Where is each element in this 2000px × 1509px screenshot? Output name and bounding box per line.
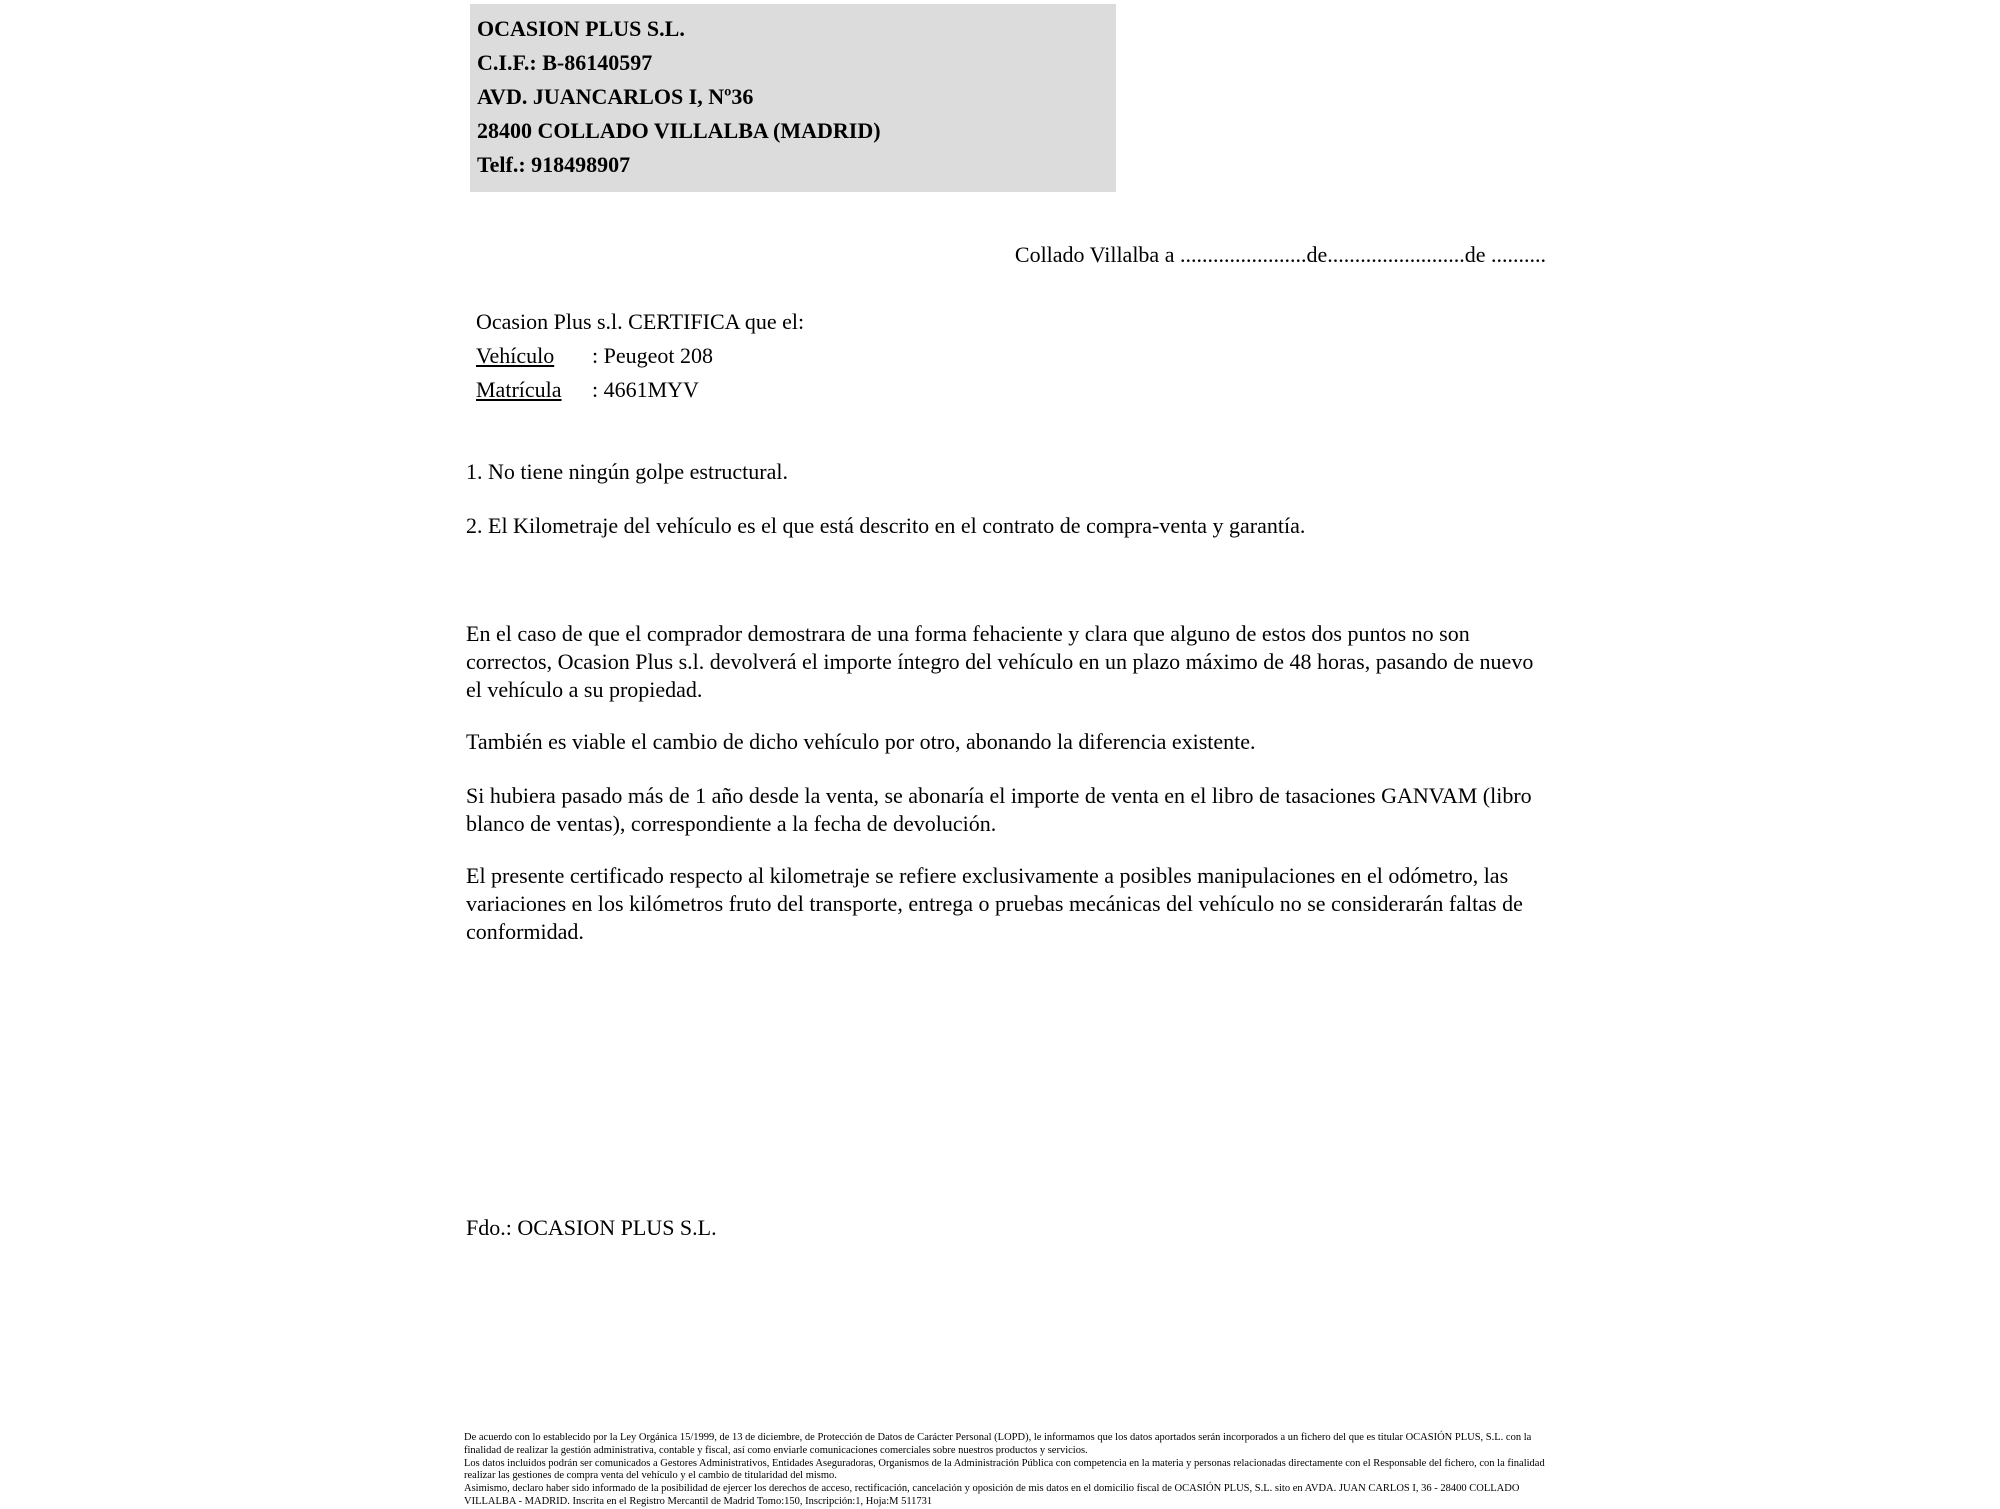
company-city: 28400 COLLADO VILLALBA (MADRID)	[477, 118, 881, 143]
plate-label: Matrícula	[476, 377, 562, 402]
point-1: 1. No tiene ningún golpe estructural.	[466, 459, 788, 484]
paragraph-ganvam: Si hubiera pasado más de 1 año desde la venta, se abonaría el importe de venta en el libro de tasaciones GANVAM (libro blanco de ventas), correspondiente a la fecha de devolución.	[466, 783, 1532, 836]
legal-paragraph-rights: Asimismo, declaro haber sido informado de la posibilidad de ejercer los derechos de acceso, rectificación, cancelación y oposición de mis datos en el domicilio fiscal de OCASIÓN PLUS, S.L. sito en AVDA. JUAN CARLOS I, 36 - 28400 COLLADO VILLALBA - MADRID. Inscrita en el Registro Mercantil de Madrid Tomo:150, Inscripción:1, Hoja:M 511731	[464, 1483, 1520, 1507]
plate-value: : 4661MYV	[592, 377, 699, 402]
vehicle-row	[476, 339, 804, 373]
paragraph-exchange: También es viable el cambio de dicho vehículo por otro, abonando la diferencia existente.	[466, 729, 1256, 754]
vehicle-label-wrap	[476, 339, 592, 373]
company-phone: Telf.: 918498907	[477, 152, 631, 177]
certification-block	[476, 305, 804, 407]
date-line: Collado Villalba a .......................de.........................de ..........	[1014, 242, 1546, 267]
point-2: 2. El Kilometraje del vehículo es el que está descrito en el contrato de compra-venta y garantía.	[466, 513, 1306, 538]
certifica-line: Ocasion Plus s.l. CERTIFICA que el:	[476, 309, 805, 334]
signature-line: Fdo.: OCASION PLUS S.L.	[466, 1215, 717, 1240]
paragraph-refund: En el caso de que el comprador demostrara de una forma fehaciente y clara que alguno de estos dos puntos no son correctos, Ocasion Plus s.l. devolverá el importe íntegro del vehículo en un plazo máximo de 48 horas, pasando de nuevo el vehículo a su propiedad.	[466, 621, 1534, 702]
company-cif: C.I.F.: B-86140597	[477, 50, 653, 75]
legal-paragraph-data-sharing: Los datos incluidos podrán ser comunicados a Gestores Administrativos, Entidades Aseguradoras, Organismos de la Administración Pública con competencia en la materia y personas relacionadas directamente con el Responsable del fichero, con la finalidad realizar las gestiones de compra venta del vehículo y el cambio de titularidad del mismo.	[464, 1457, 1545, 1482]
vehicle-value: : Peugeot 208	[592, 343, 713, 368]
paragraph-odometer: El presente certificado respecto al kilometraje se refiere exclusivamente a posibles manipulaciones en el odómetro, las variaciones en los kilómetros fruto del transporte, entrega o pruebas mecánicas del vehículo no se considerarán faltas de conformidad.	[466, 863, 1523, 944]
plate-row	[476, 373, 804, 407]
plate-label-wrap	[476, 373, 592, 407]
company-name: OCASION PLUS S.L.	[477, 16, 685, 41]
legal-footer	[464, 1432, 1554, 1509]
company-header-box	[470, 4, 1116, 192]
legal-paragraph-lopd: De acuerdo con lo establecido por la Ley Orgánica 15/1999, de 13 de diciembre, de Protección de Datos de Carácter Personal (LOPD), le informamos que los datos aportados serán incorporados a un fichero del que es titular OCASIÓN PLUS, S.L. con la finalidad de realizar la gestión administrativa, contable y fiscal, así como enviarle comunicaciones comerciales sobre nuestros productos y servicios.	[464, 1432, 1532, 1456]
company-address: AVD. JUANCARLOS I, Nº36	[477, 84, 754, 109]
vehicle-label: Vehículo	[476, 343, 555, 368]
